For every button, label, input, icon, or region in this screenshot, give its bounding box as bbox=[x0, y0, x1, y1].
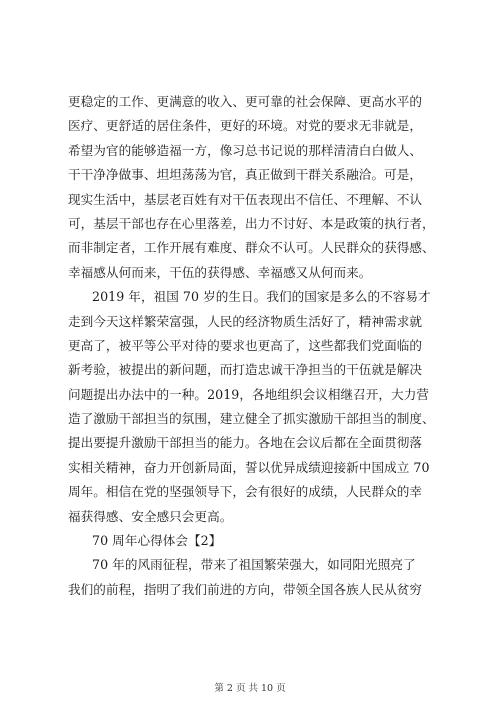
text-line: 现实生活中，基层老百姓有对干伍表现出不信任、不理解、不认 bbox=[68, 191, 423, 207]
text-line: 干干净净做事、坦坦荡荡为官，真正做到干群关系融洽。可是， bbox=[68, 167, 423, 183]
text-line: 更稳定的工作、更满意的收入、更可靠的社会保障、更高水平的 bbox=[68, 94, 423, 109]
text-line: 可，基层干部也存在心里落差，出力不讨好、本是政策的执行者， bbox=[68, 215, 435, 231]
text-line: 造了激励干部担当的氛围，建立健全了抓实激励干部担当的制度、 bbox=[68, 411, 435, 427]
text-line: 福获得感、安全感只会更高。 bbox=[68, 508, 233, 524]
text-line: 周年。相信在党的坚强领导下，会有很好的成绩，人民群众的幸 bbox=[68, 484, 423, 500]
page-footer: 第 2 页 共 10 页 bbox=[214, 683, 286, 694]
text-line: 实相关精神，奋力开创新局面，誓以优异成绩迎接新中国成立 70 bbox=[68, 459, 430, 475]
text-line: 希望为官的能够造福一方，像习总书记说的那样清清白白做人、 bbox=[68, 142, 423, 158]
paragraph-start-line: 2019 年，祖国 70 岁的生日。我们的国家是多么的不容易才 bbox=[92, 289, 431, 305]
text-line: 更高了，被平等公平对待的要求也更高了，这些都我们党面临的 bbox=[68, 337, 423, 353]
text-line: 新考验，被提出的新问题，而打造忠诚干净担当的干伍就是解决 bbox=[68, 362, 423, 378]
text-line: 幸福感从何而来，干伍的获得感、幸福感又从何而来。 bbox=[68, 264, 372, 280]
section-heading: 70 周年心得体会【2】 bbox=[92, 533, 222, 549]
text-line: 医疗、更舒适的居住条件，更好的环境。对党的要求无非就是， bbox=[68, 118, 423, 134]
text-line: 提出要提升激励干部担当的能力。各地在会议后都在全面贯彻落 bbox=[68, 435, 423, 451]
text-line: 问题提出办法中的一种。2019，各地组织会议相继召开，大力营 bbox=[68, 386, 429, 402]
paragraph-start-line: 70 年的风雨征程，带来了祖国繁荣强大，如同阳光照亮了 bbox=[92, 557, 416, 573]
text-line: 我们的前程，指明了我们前进的方向，带领全国各族人民从贫穷 bbox=[68, 581, 423, 597]
text-line: 走到今天这样繁荣富强，人民的经济物质生活好了，精神需求就 bbox=[68, 313, 423, 329]
text-line: 而非制定者，工作开展有难度、群众不认可。人民群众的获得感、 bbox=[68, 240, 435, 256]
document-body bbox=[68, 90, 434, 602]
